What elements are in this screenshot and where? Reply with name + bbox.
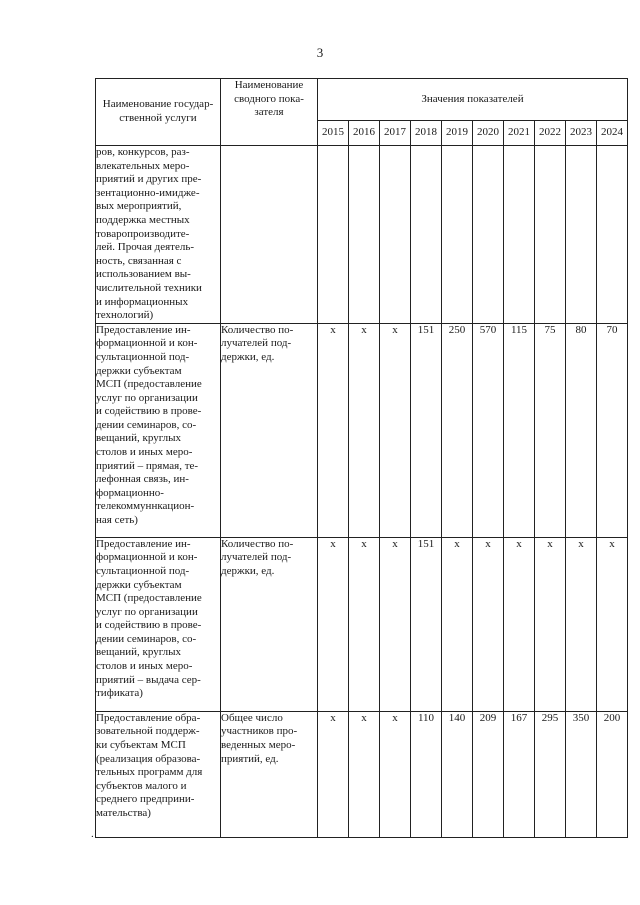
value-cell (349, 146, 380, 324)
value-cell: 200 (597, 711, 628, 837)
year-header: 2024 (597, 120, 628, 145)
year-header: 2018 (411, 120, 442, 145)
service-name-line: товаропроизводите- (96, 227, 190, 240)
service-name-line: приятий – прямая, те- (96, 459, 199, 472)
service-name-line: дении семинаров, со- (96, 632, 197, 645)
service-name-line: среднего предприни- (96, 793, 195, 806)
service-name-line: числительной техники (96, 281, 202, 294)
indicator-name-line: Количество по- (221, 323, 294, 336)
value-cell (597, 146, 628, 324)
value-cell: 140 (442, 711, 473, 837)
table-row (96, 323, 628, 537)
service-name-line: формационно- (96, 486, 164, 499)
year-header: 2023 (566, 120, 597, 145)
service-name-line: Предоставление обра- (96, 711, 201, 724)
service-name-line: влекательных меро- (96, 159, 190, 172)
year-header: 2022 (535, 120, 566, 145)
service-name-line: субъектов малого и (96, 779, 187, 792)
service-name-line: тификата) (96, 687, 143, 700)
service-name-line: МСП (предоставление (96, 378, 202, 391)
year-header: 2020 (473, 120, 504, 145)
footer-mark: . (91, 828, 94, 840)
value-cell (442, 146, 473, 324)
indicator-name-line: приятий, ед. (221, 752, 279, 765)
service-name-line: тельных программ для (96, 766, 203, 779)
value-cell (473, 146, 504, 324)
header-row-main (96, 79, 628, 121)
table-row (96, 146, 628, 324)
service-name-line: технологий) (96, 309, 154, 322)
value-cell: x (318, 711, 349, 837)
indicator-name-cell (221, 711, 318, 837)
value-cell: x (380, 323, 411, 537)
header-indicator-line: Наименование (234, 79, 304, 91)
value-cell: 80 (566, 323, 597, 537)
value-cell (566, 146, 597, 324)
service-name-line: держки субъектам (96, 578, 182, 591)
value-cell: 115 (504, 323, 535, 537)
service-name-line: столов и иных меро- (96, 660, 193, 673)
value-cell: 70 (597, 323, 628, 537)
table-row (96, 537, 628, 711)
value-cell: x (349, 323, 380, 537)
service-name-line: лефонная связь, ин- (96, 473, 189, 486)
service-name-line: формационной и кон- (96, 337, 198, 350)
service-name-cell (96, 323, 221, 537)
service-name-line: услуг по организации (96, 605, 198, 618)
service-name-line: мательства) (96, 806, 151, 819)
service-name-line: сультационной под- (96, 350, 190, 363)
value-cell: 209 (473, 711, 504, 837)
service-name-line: зовательной поддерж- (96, 725, 200, 738)
value-cell: x (349, 711, 380, 837)
value-cell: 151 (411, 323, 442, 537)
service-name-line: приятий и других пре- (96, 173, 202, 186)
value-cell: 151 (411, 537, 442, 711)
value-cell: 350 (566, 711, 597, 837)
service-name-cell (96, 537, 221, 711)
year-header: 2016 (349, 120, 380, 145)
indicator-name-line: лучателей под- (221, 551, 292, 564)
service-name-line: (реализация образова- (96, 752, 201, 765)
table-body (96, 146, 628, 838)
header-indicator-line: зателя (254, 106, 284, 119)
service-name-line: держки субъектам (96, 364, 182, 377)
value-cell (380, 146, 411, 324)
year-header: 2021 (504, 120, 535, 145)
value-cell: x (318, 537, 349, 711)
value-cell: x (318, 323, 349, 537)
value-cell: x (473, 537, 504, 711)
indicators-table (95, 78, 628, 838)
indicator-name-line: держки, ед. (221, 350, 275, 363)
service-name-line: поддержка местных (96, 213, 190, 226)
value-cell: x (442, 537, 473, 711)
indicator-name-line: держки, ед. (221, 564, 275, 577)
service-name-line: и содействию в прове- (96, 405, 202, 418)
service-name-line: ров, конкурсов, раз- (96, 146, 190, 158)
service-name-line: Предоставление ин- (96, 323, 191, 336)
indicator-name-line: лучателей под- (221, 337, 292, 350)
value-cell: 75 (535, 323, 566, 537)
service-name-line: Предоставление ин- (96, 537, 191, 550)
value-cell: x (535, 537, 566, 711)
indicator-name-line: Количество по- (221, 537, 294, 550)
year-header: 2019 (442, 120, 473, 145)
value-cell: 250 (442, 323, 473, 537)
service-name-line: сультационной под- (96, 564, 190, 577)
service-name-line: ки субъектам МСП (96, 738, 186, 751)
service-name-line: дении семинаров, со- (96, 418, 197, 431)
service-name-line: приятий – выдача сер- (96, 673, 201, 686)
indicator-name-line: веденных меро- (221, 738, 296, 751)
indicator-name-line: участников про- (221, 725, 298, 738)
service-name-line: столов и иных меро- (96, 446, 193, 459)
page-number: 3 (316, 45, 324, 60)
service-name-line: лей. Прочая деятель- (96, 241, 195, 254)
value-cell: x (349, 537, 380, 711)
value-cell: x (380, 537, 411, 711)
value-cell (535, 146, 566, 324)
value-cell: 110 (411, 711, 442, 837)
header-values: Значения показателей (318, 79, 628, 121)
indicator-name-line: Общее число (221, 711, 283, 724)
service-name-cell (96, 711, 221, 837)
service-name-line: МСП (предоставление (96, 592, 202, 605)
year-header: 2017 (380, 120, 411, 145)
value-cell: x (597, 537, 628, 711)
service-name-line: вещаний, круглых (96, 432, 182, 445)
service-name-line: и информационных (96, 295, 189, 308)
value-cell (504, 146, 535, 324)
value-cell: 167 (504, 711, 535, 837)
service-name-cell (96, 146, 221, 324)
year-header: 2015 (318, 120, 349, 145)
value-cell: x (566, 537, 597, 711)
service-name-line: телекоммуннкацион- (96, 500, 195, 513)
indicator-name-cell (221, 146, 318, 324)
service-name-line: вых мероприятий, (96, 200, 182, 213)
service-name-line: вещаний, круглых (96, 646, 182, 659)
value-cell: x (380, 711, 411, 837)
value-cell: x (504, 537, 535, 711)
service-name-line: использованием вы- (96, 268, 191, 281)
table-row (96, 711, 628, 837)
service-name-line: ность, связанная с (96, 254, 182, 267)
header-indicator-line: сводного пока- (234, 92, 304, 105)
indicator-name-cell (221, 537, 318, 711)
service-name-line: и содействию в прове- (96, 619, 202, 632)
service-name-line: формационной и кон- (96, 551, 198, 564)
value-cell (411, 146, 442, 324)
header-service-name: Наименование государ-ственной услуги (96, 79, 221, 146)
indicator-name-cell (221, 323, 318, 537)
service-name-line: ная сеть) (96, 514, 138, 527)
value-cell (318, 146, 349, 324)
value-cell: 570 (473, 323, 504, 537)
value-cell: 295 (535, 711, 566, 837)
service-name-line: услуг по организации (96, 391, 198, 404)
header-indicator-name (221, 79, 318, 146)
service-name-line: зентационно-имидже- (96, 186, 200, 199)
